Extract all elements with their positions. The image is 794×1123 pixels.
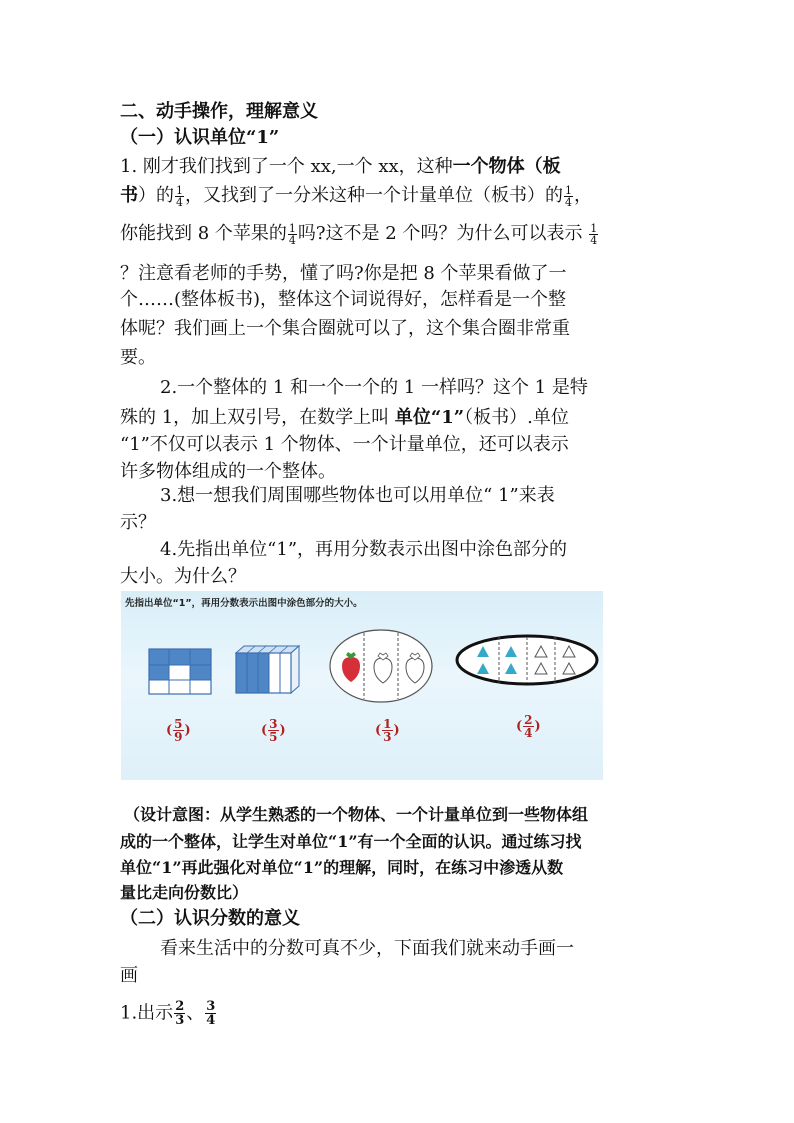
bold-text: 一个物体（板 — [452, 156, 561, 177]
paragraph-1-line-6: 体呢？我们画上一个集合圈就可以了，这个集合圈非常重 — [120, 318, 570, 339]
paragraph-1-line-4: ？注意看老师的手势，懂了吗?你是把 8 个苹果看做了一 — [120, 263, 567, 284]
figure-title: 先指出单位“1”，再用分数表示出图中涂色部分的大小。 — [125, 598, 363, 609]
fraction-quarter: $\frac{1}{4}$ — [176, 183, 183, 209]
exercise-figure — [121, 591, 603, 780]
fraction-quarter: $\frac{1}{4}$ — [590, 221, 598, 247]
text: ， — [574, 185, 592, 206]
triangles-set-icon — [457, 636, 597, 684]
paragraph-4-line-1: 4.先指出单位“1”，再用分数表示出图中涂色部分的 — [160, 539, 568, 560]
fraction-quarter: $\frac{1}{4}$ — [288, 221, 296, 247]
strawberries-set-icon — [330, 630, 432, 702]
answer-2: ( $\frac{3}{5}$ ) — [261, 717, 286, 744]
bold-text: 单位“1” — [394, 407, 465, 428]
paragraph-3-line-2: 示？ — [120, 512, 156, 533]
grid-3x3-icon — [149, 649, 211, 694]
answer-4: ( $\frac{2}{4}$ ) — [516, 713, 541, 740]
section-heading: 二、动手操作，理解意义 — [120, 101, 318, 122]
text: 殊的 1，加上双引号，在数学上叫 — [120, 407, 395, 428]
paragraph-1-line-5: 个……(整体板书)，整体这个词说得好，怎样看是一个整 — [120, 289, 567, 310]
paragraph-5-line-1: 看来生活中的分数可真不少，下面我们就来动手画一 — [160, 938, 574, 959]
fraction-two-thirds: $\frac{2}{3}$ — [175, 999, 185, 1028]
box-5-parts-icon — [236, 646, 299, 693]
paragraph-4-line-2: 大小。为什么？ — [120, 566, 246, 587]
design-note-line-2: 成的一个整体，让学生对单位“1”有一个全面的认识。通过练习找 — [120, 832, 582, 851]
paragraph-1-line-1 — [120, 155, 561, 179]
paragraph-1-line-2 — [120, 184, 592, 208]
design-note-line-4: 量比走向份数比） — [120, 883, 249, 902]
subsection-heading-2: （二）认识分数的意义 — [120, 908, 300, 929]
fraction-three-quarters: $\frac{3}{4}$ — [206, 999, 216, 1028]
paragraph-2-line-2 — [120, 406, 569, 430]
design-note-line-1: （设计意图：从学生熟悉的一个物体、一个计量单位到一些物体组 — [124, 805, 589, 824]
figure-illustrations — [121, 591, 603, 780]
text: 你能找到 8 个苹果的 — [120, 223, 287, 244]
text: 1. 刚才我们找到了一个 xx,一个 xx，这种 — [120, 156, 453, 177]
paragraph-1-line-3 — [120, 222, 599, 246]
subsection-heading-1: （一）认识单位“1” — [120, 127, 280, 148]
answer-1: ( $\frac{5}{9}$ ) — [166, 717, 191, 744]
text: 、 — [186, 1002, 205, 1024]
paragraph-1-line-7: 要。 — [120, 347, 156, 368]
text: ，又找到了一分米这种一个计量单位（板书）的 — [185, 185, 563, 206]
text: 吗?这不是 2 个吗？为什么可以表示 — [297, 223, 583, 244]
design-note-line-3: 单位“1”再此强化对单位“1”的理解，同时，在练习中渗透从数 — [120, 858, 564, 877]
paragraph-3-line-1: 3.想一想我们周围哪些物体也可以用单位“ 1”来表 — [160, 485, 555, 506]
text: （板书）.单位 — [464, 407, 569, 428]
paragraph-6-line-1 — [120, 1000, 217, 1027]
paragraph-2-line-4: 许多物体组成的一个整体。 — [120, 461, 336, 482]
text: 1.出示 — [120, 1002, 174, 1024]
paragraph-2-line-1: 2.一个整体的 1 和一个一个的 1 一样吗？这个 1 是特 — [160, 377, 588, 398]
bold-text: 书 — [120, 185, 138, 206]
paragraph-2-line-3: “1”不仅可以表示 1 个物体、一个计量单位，还可以表示 — [120, 434, 569, 455]
fraction-quarter: $\frac{1}{4}$ — [565, 183, 572, 209]
text: ）的 — [138, 185, 174, 206]
paragraph-5-line-2: 画 — [120, 965, 138, 986]
answer-3: ( $\frac{1}{3}$ ) — [375, 717, 400, 744]
